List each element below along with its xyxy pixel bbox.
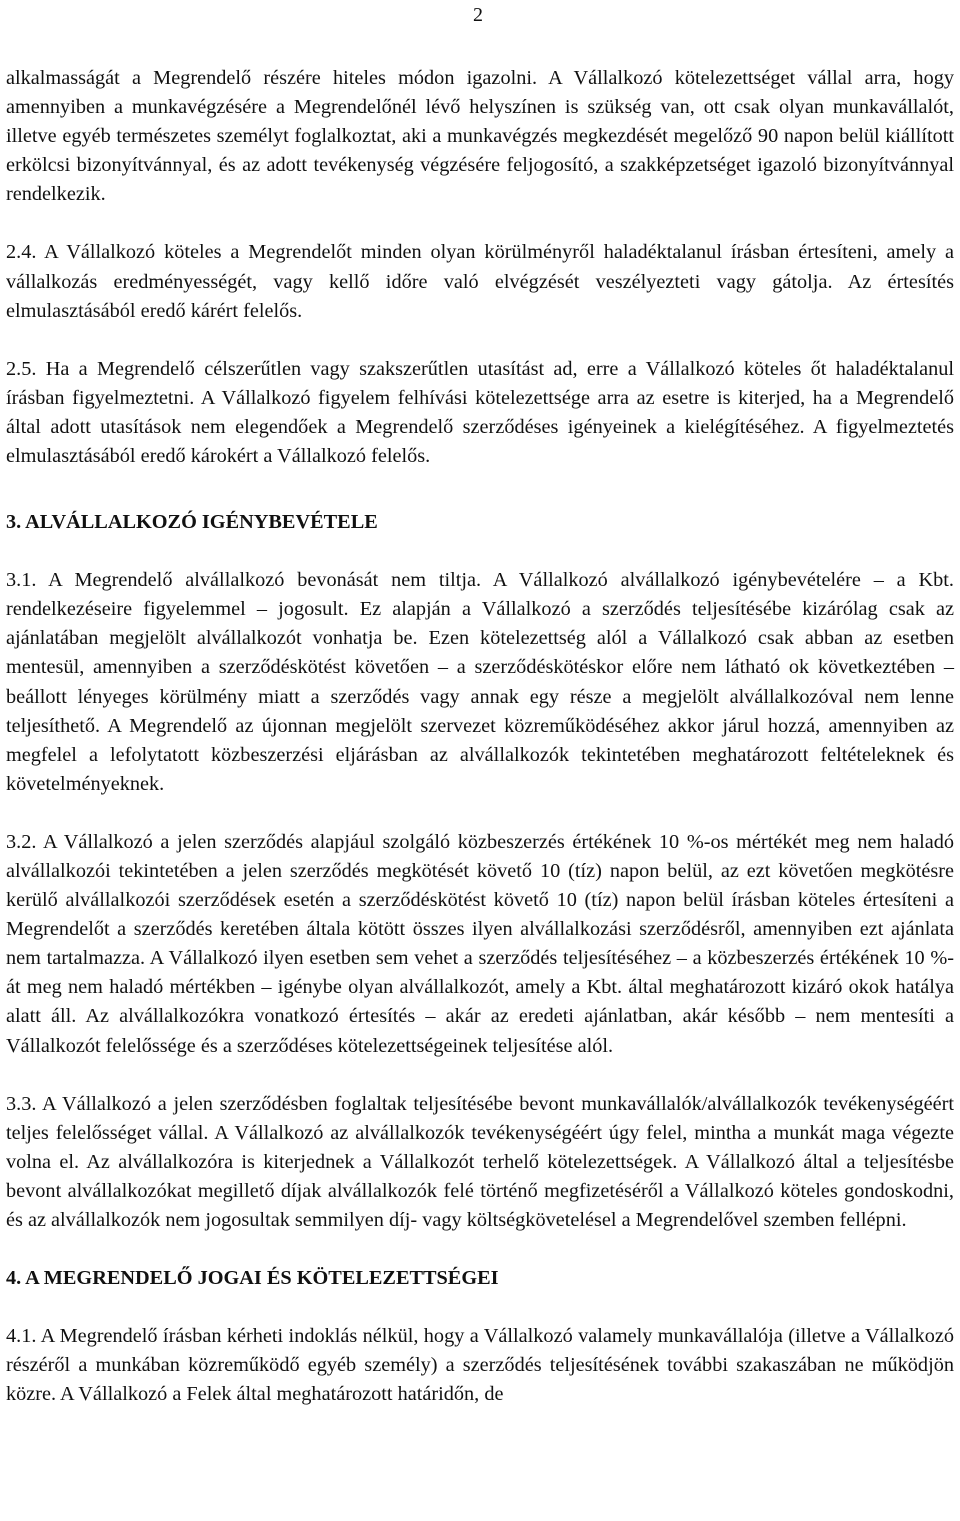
section-heading-3: 3. ALVÁLLALKOZÓ IGÉNYBEVÉTELE	[6, 511, 378, 534]
document-body	[6, 64, 954, 1409]
paragraph-2-5: 2.5. Ha a Megrendelő célszerűtlen vagy szakszerűtlen utasítást ad, erre a Vállalkozó köteles őt haladéktalanul írásban figyelmeztetni. A Vállalkozó figyelem felhívási kötelezettsége arra az esetre is kiterjed, ha a Megrendelő által adott utasítások nem elegendőek a Megrendelő szerződéses igényeinek a kielégítéséhez. A figyelmeztetés elmulasztásából eredő károkért a Vállalkozó felelős.	[6, 357, 954, 468]
paragraph-3-2: 3.2. A Vállalkozó a jelen szerződés alapjául szolgáló közbeszerzés értékének 10 %-os mértékét meg nem haladó alvállalkozói tekintetében a jelen szerződés megkötését követő 10 (tíz) napon belül, az ezt követően megkötésre kerülő alvállalkozói szerződések esetén a szerződéskötést követő 10 (tíz) napon belül írásban köteles értesíteni a Megrendelőt a szerződés keretében általa kötött összes ilyen alvállalkozási szerződésről, amennyiben ezt ajánlata nem tartalmazza. A Vállalkozó ilyen esetben sem vehet a szerződés teljesítéséhez – a közbeszerzés értékének 10 %-át meg nem haladó mértékben – igénybe olyan alvállalkozót, amely a Kbt. által meghatározott kizáró okok hatálya alatt áll. Az alvállalkozókra vonatkozó értesítés – akár az eredeti ajánlatban, akár később – nem mentesíti a Vállalkozót felelőssége és a szerződéses kötelezettségeinek teljesítése alól.	[6, 830, 954, 1057]
paragraph-2-4: 2.4. A Vállalkozó köteles a Megrendelőt minden olyan körülményről haladéktalanul írásban értesíteni, amely a vállalkozás eredményességét, vagy kellő időre való elvégzését veszélyezteti vagy gátolja. Az értesítés elmulasztásából eredő kárért felelős.	[6, 241, 954, 322]
paragraph-3-3: 3.3. A Vállalkozó a jelen szerződésben foglaltak teljesítésébe bevont munkavállalók/alvállalkozók tevékenységéért teljes felelősséget vállal. A Vállalkozó az alvállalkozók tevékenységéért úgy felel, mintha a munkát maga végezte volna el. Az alvállalkozóra is kiterjednek a Vállalkozót terhelő kötelezettségek. A Vállalkozó által a teljesítésbe bevont alvállalkozókat megillető díjak alvállalkozók felé történő megfizetéséről a Vállalkozó köteles gondoskodni, és az alvállalkozók nem jogosultak semmilyen díj- vagy költségkövetelésel a Megrendelővel szemben fellépni.	[6, 1092, 954, 1231]
paragraph-3-1: 3.1. A Megrendelő alvállalkozó bevonását nem tiltja. A Vállalkozó alvállalkozó igénybevételére – a Kbt. rendelkezéseire figyelemmel – jogosult. Ez alapján a Vállalkozó a szerződés teljesítésébe kizárólag csak az ajánlatában megjelölt alvállalkozót vonhatja be. Ezen kötelezettség alól a Vállalkozó csak abban az esetben mentesül, amennyiben a szerződéskötést követően – a szerződéskötéskor előre nem látható ok következtében – beállott lényeges körülmény miatt a szerződés vagy annak egy része a megjelölt alvállalkozóval nem lenne teljesíthető. A Megrendelő az újonnan megjelölt szervezet közreműködéséhez akkor járul hozzá, amennyiben az megfelel a lefolytatott közbeszerzési eljárásban az alvállalkozók tekintetében meghatározott feltételeknek és követelményeknek.	[6, 569, 954, 795]
page-number: 2	[473, 4, 483, 26]
paragraph-4-1: 4.1. A Megrendelő írásban kérheti indoklás nélkül, hogy a Vállalkozó valamely munkavállalója (illetve a Vállalkozó részéről a munkában közreműködő egyéb személy) a szerződés teljesítésének további szakaszában ne működjön közre. A Vállalkozó a Felek által meghatározott határidőn, de	[6, 1325, 954, 1406]
section-heading-4: 4. A MEGRENDELŐ JOGAI ÉS KÖTELEZETTSÉGEI	[6, 1267, 499, 1290]
paragraph-intro: alkalmasságát a Megrendelő részére hiteles módon igazolni. A Vállalkozó kötelezettséget vállal arra, hogy amennyiben a munkavégzésére a Megrendelőnél lévő helyszínen is szükség van, ott csak olyan munkavállalót, illetve egyéb természetes személyt foglalkoztat, aki a munkavégzés megkezdését megelőző 90 napon belül kiállított erkölcsi bizonyítvánnyal, és az adott tevékenység végzésére feljogosító, a szakképzetséget igazoló bizonyítvánnyal rendelkezik.	[6, 67, 954, 206]
